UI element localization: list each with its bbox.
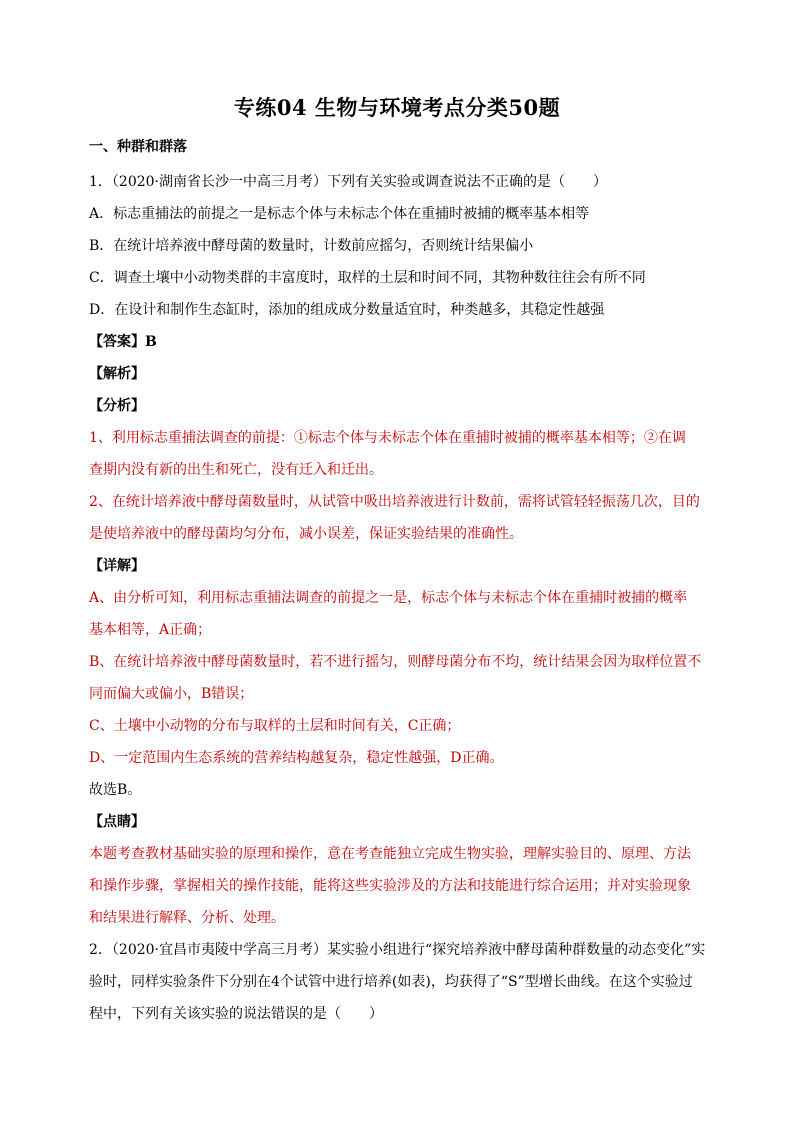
answer-label: 【答案】B bbox=[89, 334, 157, 350]
dianjing-label: 【点睛】 bbox=[89, 814, 145, 830]
q1-option-d: D．在设计和制作生态缸时，添加的组成成分数量适宜时，种类越多，其稳定性越强 bbox=[89, 302, 605, 318]
fenxi-point-2-line-2: 是使培养液中的酵母菌均匀分布，减小误差，保证实验结果的准确性。 bbox=[89, 526, 523, 542]
fenxi-point-2-line-1: 2、在统计培养液中酵母菌数量时，从试管中吸出培养液进行计数前，需将试管轻轻振荡几次，目的 bbox=[89, 494, 700, 510]
xiangjie-d: D、一定范围内生态系统的营养结构越复杂，稳定性越强，D正确。 bbox=[89, 750, 504, 766]
q2-stem-line-1: 2．（2020·宜昌市夷陵中学高三月考）某实验小组进行“探究培养液中酵母菌种群数量的动态变化”实 bbox=[89, 942, 706, 958]
xiangjie-a-line-2: 基本相等，A正确； bbox=[89, 622, 212, 638]
q1-option-a: A．标志重捕法的前提之一是标志个体与未标志个体在重捕时被捕的概率基本相等 bbox=[89, 206, 590, 222]
jiexi-label: 【解析】 bbox=[89, 366, 145, 382]
dianjing-line-2: 和操作步骤，掌握相关的操作技能，能将这些实验涉及的方法和技能进行综合运用；并对实验现象 bbox=[89, 878, 691, 894]
xiangjie-b-line-2: 同而偏大或偏小，B错误； bbox=[89, 686, 254, 702]
q2-stem-line-2: 验时，同样实验条件下分别在4个试管中进行培养(如表)，均获得了“S”型增长曲线。在这个实验过 bbox=[89, 974, 693, 990]
dianjing-line-3: 和结果进行解释、分析、处理。 bbox=[89, 910, 285, 926]
fenxi-point-1-line-1: 1、利用标志重捕法调查的前提：①标志个体与未标志个体在重捕时被捕的概率基本相等；②在调 bbox=[89, 430, 686, 446]
xiangjie-label: 【详解】 bbox=[89, 558, 145, 574]
fenxi-point-1-line-2: 查期内没有新的出生和死亡，没有迁入和迁出。 bbox=[89, 462, 383, 478]
choose-answer: 故选B。 bbox=[89, 782, 142, 798]
page-title: 专练04 生物与环境考点分类50题 bbox=[233, 95, 561, 120]
xiangjie-b-line-1: B、在统计培养液中酵母菌数量时，若不进行摇匀，则酵母菌分布不均，统计结果会因为取样位置不 bbox=[89, 654, 702, 670]
xiangjie-c: C、土壤中小动物的分布与取样的土层和时间有关，C正确； bbox=[89, 718, 461, 734]
q1-stem: 1．（2020·湖南省长沙一中高三月考）下列有关实验或调查说法不正确的是（ ） bbox=[89, 174, 607, 190]
q1-option-c: C．调查土壤中小动物类群的丰富度时，取样的土层和时间不同，其物种数往往会有所不同 bbox=[89, 270, 646, 286]
fenxi-label: 【分析】 bbox=[89, 398, 145, 414]
q2-stem-line-3: 程中，下列有关该实验的说法错误的是（ ） bbox=[89, 1006, 383, 1022]
question-content bbox=[89, 166, 706, 1030]
section-heading: 一、种群和群落 bbox=[89, 139, 187, 155]
q1-option-b: B．在统计培养液中酵母菌的数量时，计数前应摇匀，否则统计结果偏小 bbox=[89, 238, 534, 254]
xiangjie-a-line-1: A、由分析可知，利用标志重捕法调查的前提之一是，标志个体与未标志个体在重捕时被捕的概率 bbox=[89, 590, 688, 606]
dianjing-line-1: 本题考查教材基础实验的原理和操作，意在考查能独立完成生物实验，理解实验目的、原理、方法 bbox=[89, 846, 691, 862]
